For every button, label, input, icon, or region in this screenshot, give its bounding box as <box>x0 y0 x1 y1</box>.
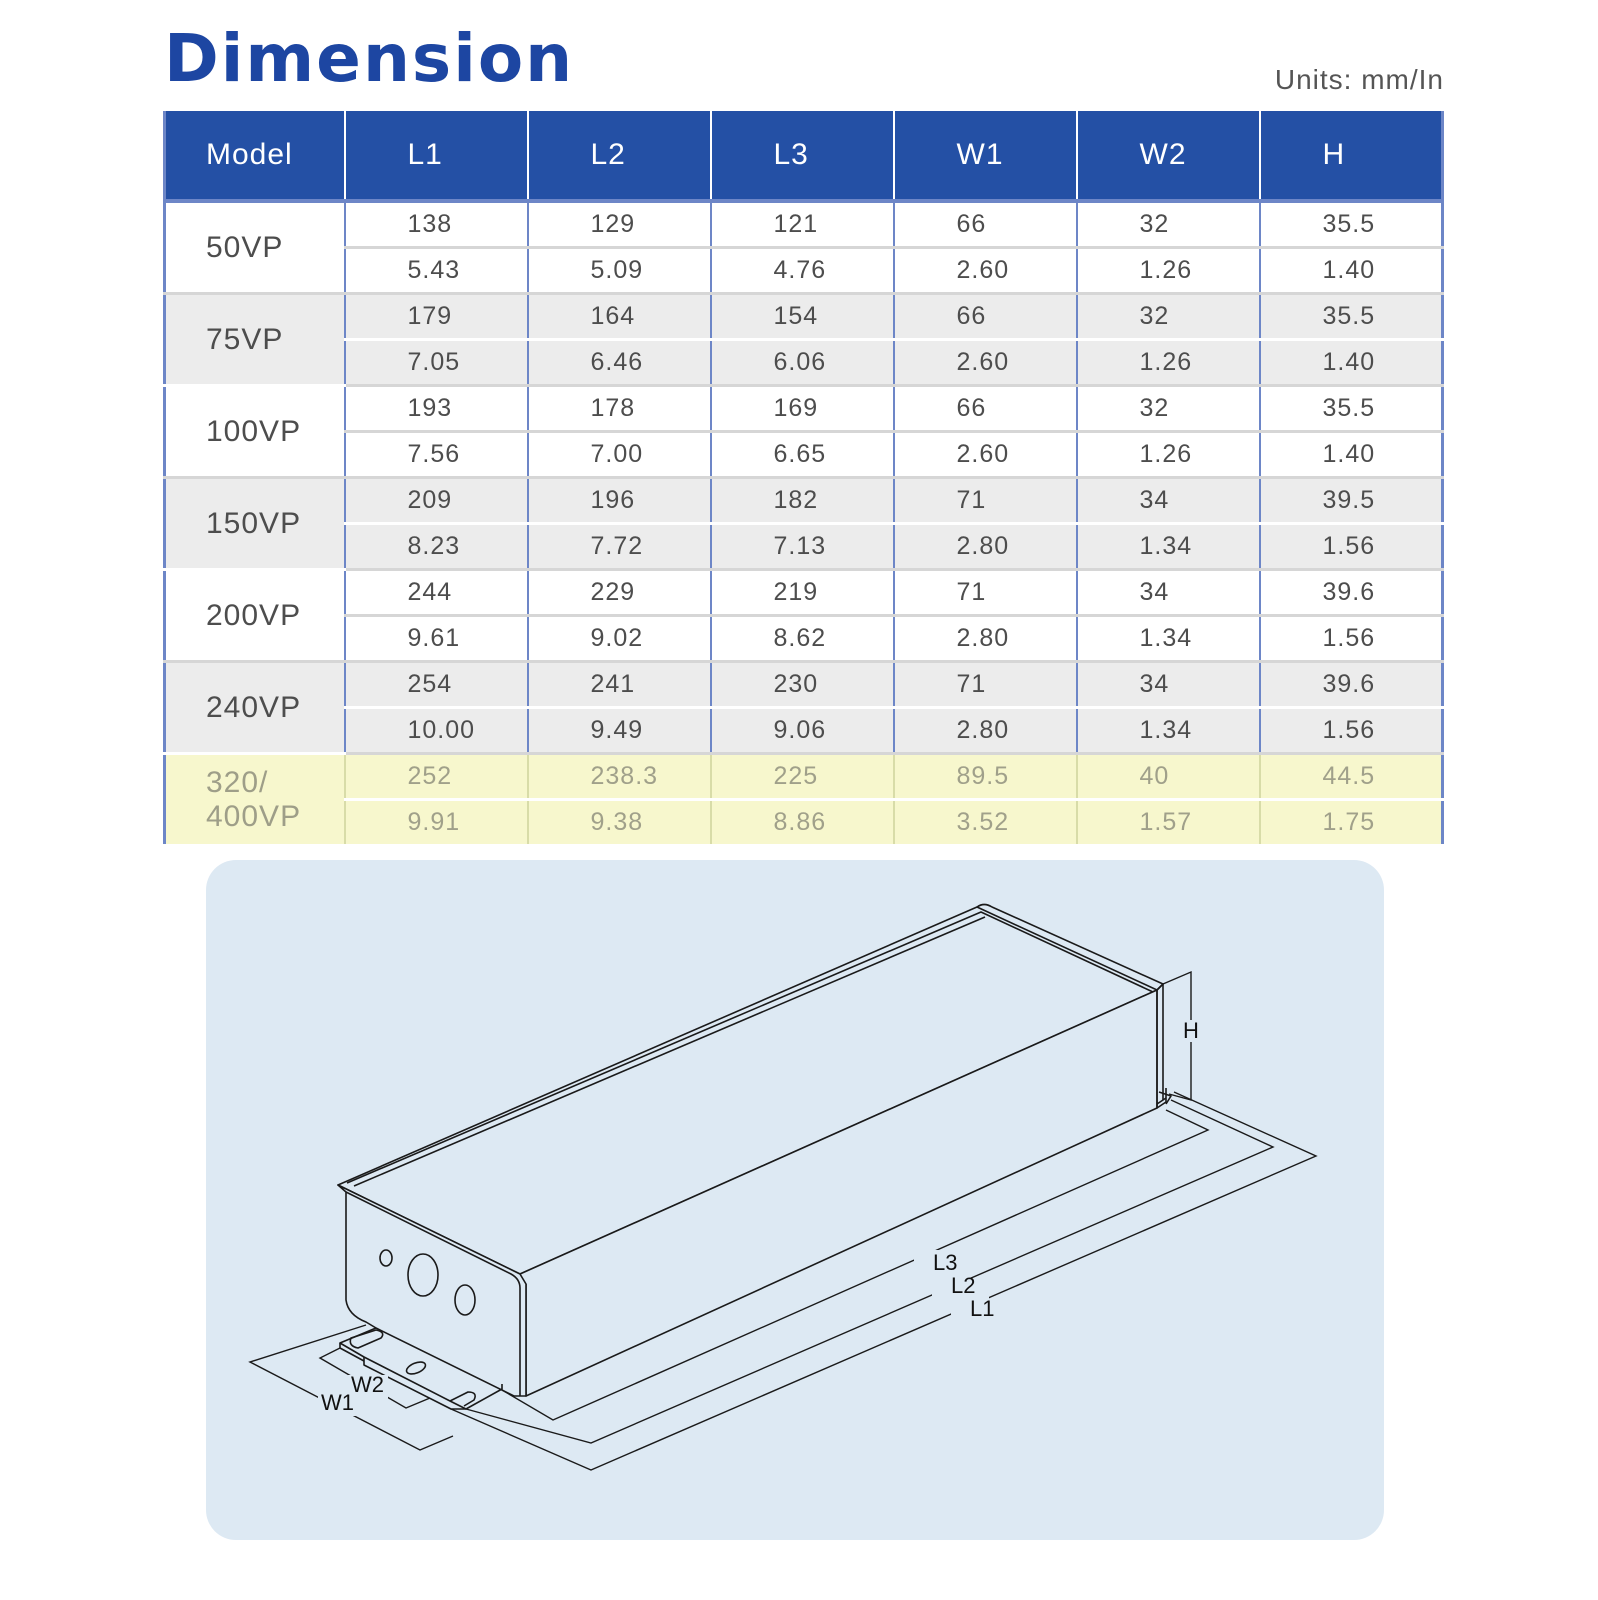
w1-mm-cell: 66 <box>894 386 1077 432</box>
page-title: Dimension <box>164 20 575 97</box>
w1-mm-cell: 89.5 <box>894 754 1077 800</box>
l1-in-cell: 7.56 <box>345 432 528 478</box>
driver-box-diagram <box>206 860 1384 1540</box>
box-outline <box>338 905 1171 1410</box>
dimension-diagram-panel <box>206 860 1384 1540</box>
h-mm-cell: 35.5 <box>1260 294 1443 340</box>
header-w1: W1 <box>894 111 1077 201</box>
w2-mm-cell: 34 <box>1077 570 1260 616</box>
l1-in-cell: 10.00 <box>345 708 528 754</box>
w1-in-cell: 2.80 <box>894 708 1077 754</box>
w2-in-cell: 1.26 <box>1077 432 1260 478</box>
l1-in-cell: 9.91 <box>345 800 528 846</box>
table-row-320-400vp-mm <box>165 754 1443 800</box>
header-w2: W2 <box>1077 111 1260 201</box>
w1-mm-cell: 71 <box>894 570 1077 616</box>
label-l3: L3 <box>933 1250 958 1275</box>
w2-mm-cell: 34 <box>1077 662 1260 708</box>
l3-in-cell: 6.06 <box>711 340 894 386</box>
w1-in-cell: 2.60 <box>894 340 1077 386</box>
l3-mm-cell: 225 <box>711 754 894 800</box>
h-in-cell: 1.40 <box>1260 248 1443 294</box>
table-body <box>165 201 1443 846</box>
header-l1: L1 <box>345 111 528 201</box>
w1-mm-cell: 71 <box>894 478 1077 524</box>
w2-mm-cell: 32 <box>1077 386 1260 432</box>
label-w2: W2 <box>351 1372 384 1397</box>
l2-mm-cell: 229 <box>528 570 711 616</box>
l2-in-cell: 5.09 <box>528 248 711 294</box>
model-cell: 150VP <box>165 478 345 570</box>
l2-mm-cell: 238.3 <box>528 754 711 800</box>
table-row-150vp-in <box>165 524 1443 570</box>
table-row-200vp-in <box>165 616 1443 662</box>
l3-mm-cell: 154 <box>711 294 894 340</box>
w1-in-cell: 2.60 <box>894 432 1077 478</box>
l2-mm-cell: 164 <box>528 294 711 340</box>
w1-mm-cell: 71 <box>894 662 1077 708</box>
l1-mm-cell: 193 <box>345 386 528 432</box>
table-row-50vp-in <box>165 248 1443 294</box>
model-cell: 240VP <box>165 662 345 754</box>
h-in-cell: 1.75 <box>1260 800 1443 846</box>
l1-mm-cell: 254 <box>345 662 528 708</box>
w2-in-cell: 1.57 <box>1077 800 1260 846</box>
w2-in-cell: 1.34 <box>1077 708 1260 754</box>
label-l2: L2 <box>951 1273 976 1298</box>
l3-in-cell: 9.06 <box>711 708 894 754</box>
l2-mm-cell: 178 <box>528 386 711 432</box>
l1-in-cell: 9.61 <box>345 616 528 662</box>
l3-in-cell: 8.86 <box>711 800 894 846</box>
header-h: H <box>1260 111 1443 201</box>
l3-mm-cell: 121 <box>711 201 894 248</box>
w2-in-cell: 1.26 <box>1077 340 1260 386</box>
l3-in-cell: 7.13 <box>711 524 894 570</box>
model-cell: 100VP <box>165 386 345 478</box>
h-mm-cell: 39.6 <box>1260 662 1443 708</box>
l1-in-cell: 7.05 <box>345 340 528 386</box>
header-l2: L2 <box>528 111 711 201</box>
l1-mm-cell: 209 <box>345 478 528 524</box>
l2-in-cell: 6.46 <box>528 340 711 386</box>
table-row-320-400vp-in <box>165 800 1443 846</box>
w1-in-cell: 2.80 <box>894 524 1077 570</box>
w2-mm-cell: 34 <box>1077 478 1260 524</box>
w1-in-cell: 2.60 <box>894 248 1077 294</box>
h-in-cell: 1.56 <box>1260 616 1443 662</box>
l1-mm-cell: 252 <box>345 754 528 800</box>
l1-mm-cell: 244 <box>345 570 528 616</box>
model-cell: 75VP <box>165 294 345 386</box>
l1-mm-cell: 138 <box>345 201 528 248</box>
l1-in-cell: 8.23 <box>345 524 528 570</box>
w2-mm-cell: 32 <box>1077 201 1260 248</box>
h-mm-cell: 39.6 <box>1260 570 1443 616</box>
table-header <box>165 111 1443 201</box>
header-model: Model <box>165 111 345 201</box>
h-in-cell: 1.56 <box>1260 708 1443 754</box>
table-row-100vp-mm <box>165 386 1443 432</box>
table-row-75vp-in <box>165 340 1443 386</box>
model-cell: 320/ 400VP <box>165 754 345 846</box>
w1-in-cell: 3.52 <box>894 800 1077 846</box>
table-row-50vp-mm <box>165 201 1443 248</box>
table-row-240vp-mm <box>165 662 1443 708</box>
table-row-200vp-mm <box>165 570 1443 616</box>
h-mm-cell: 39.5 <box>1260 478 1443 524</box>
w2-mm-cell: 32 <box>1077 294 1260 340</box>
w1-mm-cell: 66 <box>894 294 1077 340</box>
table-row-75vp-mm <box>165 294 1443 340</box>
units-label: Units: mm/In <box>1274 64 1444 95</box>
model-cell: 200VP <box>165 570 345 662</box>
l2-in-cell: 9.49 <box>528 708 711 754</box>
dimension-table <box>163 111 1444 847</box>
label-l1: L1 <box>970 1296 995 1321</box>
h-in-cell: 1.40 <box>1260 432 1443 478</box>
h-mm-cell: 44.5 <box>1260 754 1443 800</box>
header-l3: L3 <box>711 111 894 201</box>
l3-in-cell: 8.62 <box>711 616 894 662</box>
l3-mm-cell: 182 <box>711 478 894 524</box>
l3-mm-cell: 219 <box>711 570 894 616</box>
label-h: H <box>1183 1018 1199 1043</box>
h-in-cell: 1.40 <box>1260 340 1443 386</box>
l2-in-cell: 7.72 <box>528 524 711 570</box>
l2-mm-cell: 196 <box>528 478 711 524</box>
l1-in-cell: 5.43 <box>345 248 528 294</box>
l2-in-cell: 9.38 <box>528 800 711 846</box>
l2-mm-cell: 129 <box>528 201 711 248</box>
w1-mm-cell: 66 <box>894 201 1077 248</box>
table-row-100vp-in <box>165 432 1443 478</box>
h-mm-cell: 35.5 <box>1260 386 1443 432</box>
l2-in-cell: 9.02 <box>528 616 711 662</box>
l2-in-cell: 7.00 <box>528 432 711 478</box>
l3-in-cell: 4.76 <box>711 248 894 294</box>
w1-in-cell: 2.80 <box>894 616 1077 662</box>
table-row-150vp-mm <box>165 478 1443 524</box>
h-in-cell: 1.56 <box>1260 524 1443 570</box>
l3-mm-cell: 169 <box>711 386 894 432</box>
w2-in-cell: 1.34 <box>1077 524 1260 570</box>
model-cell: 50VP <box>165 201 345 294</box>
h-mm-cell: 35.5 <box>1260 201 1443 248</box>
w2-in-cell: 1.26 <box>1077 248 1260 294</box>
w2-in-cell: 1.34 <box>1077 616 1260 662</box>
w2-mm-cell: 40 <box>1077 754 1260 800</box>
table-row-240vp-in <box>165 708 1443 754</box>
l1-mm-cell: 179 <box>345 294 528 340</box>
l3-in-cell: 6.65 <box>711 432 894 478</box>
label-w1: W1 <box>321 1390 354 1415</box>
l3-mm-cell: 230 <box>711 662 894 708</box>
l2-mm-cell: 241 <box>528 662 711 708</box>
